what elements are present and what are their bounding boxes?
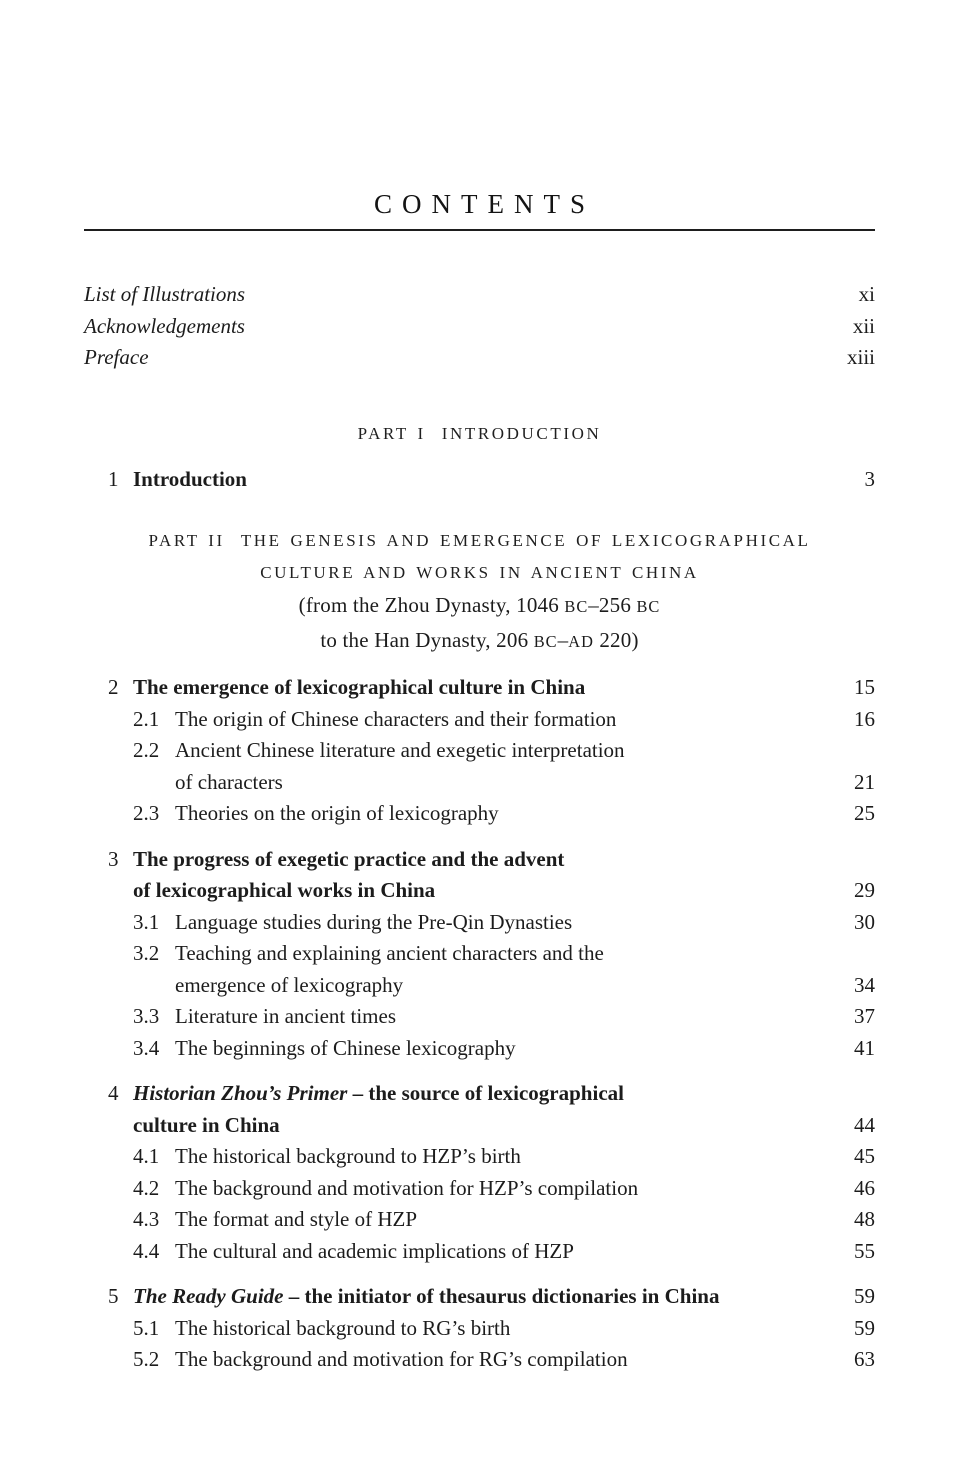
entry-title [133, 464, 261, 496]
part-subheading-line [84, 624, 875, 659]
chapter-row [84, 1110, 875, 1142]
part-subheading-segment: BC [533, 631, 558, 651]
entry-title [175, 1141, 535, 1173]
entry-number: 5.2 [133, 1347, 160, 1371]
subsection-row [84, 735, 875, 767]
entry-number: 5 [108, 1284, 119, 1308]
toc-section [84, 525, 875, 1376]
title-segment: emergence of lexicography [175, 972, 404, 997]
entry-page: 44 [854, 1112, 875, 1137]
subsection-row [84, 938, 875, 970]
title-segment: The historical background to RG’s birth [175, 1315, 511, 1340]
title-segment: The background and motivation for RG’s compilation [175, 1347, 628, 1371]
entry-page: 41 [854, 1035, 875, 1060]
entry-title [175, 907, 586, 939]
entry-page: 45 [854, 1144, 875, 1168]
title-segment: culture in China [133, 1112, 280, 1137]
entry-page: 3 [864, 466, 875, 491]
subsection-row [84, 798, 875, 830]
part-heading-line [84, 557, 875, 589]
entry-number: 3 [108, 846, 119, 871]
part-heading-line [84, 418, 875, 450]
title-segment: The cultural and academic implications of HZP [175, 1238, 574, 1263]
entry-page: 48 [854, 1207, 875, 1231]
entry-number: 3.3 [133, 1004, 160, 1028]
title-segment: Theories on the origin of lexicography [175, 801, 499, 825]
entry-title [133, 1281, 733, 1313]
entry-title [133, 875, 449, 907]
title-segment: The beginnings of Chinese lexicography [175, 1035, 516, 1060]
entry-page: 16 [854, 706, 875, 731]
title-segment: The emergence of lexicographical culture in China [133, 675, 586, 699]
title-segment: of lexicographical works in China [133, 878, 436, 902]
entry-title [175, 704, 630, 736]
entry-title [175, 970, 417, 1002]
entry-number: 2.3 [133, 801, 160, 825]
entry-number: 2.1 [133, 706, 160, 731]
part-subheading-segment: (from the Zhou Dynasty, 1046 [298, 593, 565, 617]
entry-page: 63 [854, 1347, 875, 1371]
subsection-row [84, 767, 875, 799]
subsection-row [84, 1313, 875, 1345]
entry-title [133, 1078, 638, 1110]
subsection-row [84, 1236, 875, 1268]
toc-sections [84, 418, 875, 1376]
part-label: PART I [357, 423, 426, 443]
part-subheading-segment: AD [568, 631, 594, 651]
entry-title [133, 844, 578, 876]
toc-section [84, 418, 875, 496]
chapter-row [84, 1281, 875, 1313]
entry-title [175, 1313, 524, 1345]
entry-page: 34 [854, 972, 875, 997]
entry-title [175, 1204, 431, 1236]
title-segment: The background and motivation for HZP’s compilation [175, 1175, 639, 1200]
subsection-row [84, 907, 875, 939]
subsection-row [84, 1344, 875, 1376]
entry-number: 2 [108, 675, 119, 699]
entry-page: 15 [854, 675, 875, 699]
part-heading-block [84, 525, 875, 658]
subsection-row [84, 1033, 875, 1065]
front-matter-title: List of Illustrations [84, 282, 246, 306]
subsection-row [84, 1204, 875, 1236]
entry-title [175, 798, 513, 830]
entry-page: 29 [854, 878, 875, 902]
part-label: PART II [148, 531, 225, 550]
subsection-row [84, 1141, 875, 1173]
entry-title [175, 1033, 530, 1065]
entry-page: 21 [854, 769, 875, 794]
part-subheading-line [84, 589, 875, 624]
entry-number: 2.2 [133, 738, 160, 762]
front-matter-page: xiii [846, 345, 875, 369]
entry-number: 5.1 [133, 1315, 160, 1340]
chapter-row [84, 672, 875, 704]
title-segment: The progress of exegetic practice and the advent [133, 846, 565, 871]
front-matter-title: Acknowledgements [84, 313, 245, 338]
chapter-row [84, 875, 875, 907]
entry-number: 4 [108, 1081, 119, 1105]
entry-title [175, 1001, 410, 1033]
entry-title [175, 938, 618, 970]
entry-number: 4.4 [133, 1238, 160, 1263]
page-title: CONTENTS [374, 189, 595, 219]
chapter-row [84, 844, 875, 876]
front-matter-list [84, 279, 875, 374]
title-segment: Language studies during the Pre-Qin Dynasties [175, 909, 573, 934]
entry-number: 4.1 [133, 1144, 160, 1168]
entry-page: 30 [854, 909, 875, 934]
part-subheading-segment: –256 [588, 593, 637, 617]
part-subheading-segment: – [557, 627, 569, 652]
subsection-row [84, 1001, 875, 1033]
front-matter-page: xii [852, 313, 875, 338]
part-subheading-segment: to the Han Dynasty, 206 [320, 627, 534, 652]
subsection-row [84, 970, 875, 1002]
title-segment: – the initiator of thesaurus dictionaries in China [283, 1284, 720, 1308]
entry-title [133, 672, 599, 704]
entry-page: 59 [854, 1315, 875, 1340]
title-segment: Ancient Chinese literature and exegetic interpretation [175, 738, 625, 762]
part-heading-text: THE GENESIS AND EMERGENCE OF LEXICOGRAPHICAL [240, 531, 811, 550]
entry-title [175, 767, 297, 799]
entry-number: 3.4 [133, 1035, 160, 1060]
title-segment: The Ready Guide [133, 1284, 284, 1308]
entry-page: 37 [854, 1004, 875, 1028]
title-segment: Historian Zhou’s Primer [133, 1081, 348, 1105]
entry-page: 46 [854, 1175, 875, 1200]
part-subheading-segment: BC [636, 597, 661, 616]
entry-number: 4.2 [133, 1175, 160, 1200]
title-segment: Literature in ancient times [175, 1004, 396, 1028]
title-segment: Teaching and explaining ancient characters and the [175, 941, 604, 965]
part-heading-line [84, 525, 875, 557]
part-subheading-segment: BC [564, 597, 589, 616]
front-matter-row [84, 311, 875, 343]
entry-title [175, 1173, 652, 1205]
part-heading-text: CULTURE AND WORKS IN ANCIENT CHINA [260, 563, 699, 582]
entry-number: 3.1 [133, 909, 160, 934]
front-matter-title: Preface [84, 345, 149, 369]
entry-page: 25 [854, 801, 875, 825]
subsection-row [84, 704, 875, 736]
title-segment: Introduction [133, 466, 247, 491]
title-segment: The historical background to HZP’s birth [175, 1144, 521, 1168]
chapter-row [84, 1078, 875, 1110]
title-segment: – the source of lexicographical [347, 1081, 624, 1105]
entry-title [133, 1110, 294, 1142]
entry-title [175, 735, 639, 767]
title-segment: The format and style of HZP [175, 1207, 418, 1231]
entry-page: 59 [854, 1284, 875, 1308]
subsection-row [84, 1173, 875, 1205]
chapter-row [84, 464, 875, 496]
title-segment: The origin of Chinese characters and their formation [175, 706, 617, 731]
part-heading-block [84, 418, 875, 450]
front-matter-row [84, 279, 875, 311]
entry-number: 3.2 [133, 941, 160, 965]
front-matter-row [84, 342, 875, 374]
entry-number: 1 [108, 466, 119, 491]
title-rule [84, 229, 875, 231]
part-heading-text: INTRODUCTION [441, 423, 602, 443]
entry-title [175, 1236, 588, 1268]
entry-title [175, 1344, 642, 1376]
entry-number: 4.3 [133, 1207, 160, 1231]
front-matter-page: xi [858, 282, 875, 306]
part-subheading-segment: 220) [593, 627, 639, 652]
entry-page: 55 [854, 1238, 875, 1263]
title-segment: of characters [175, 769, 283, 794]
